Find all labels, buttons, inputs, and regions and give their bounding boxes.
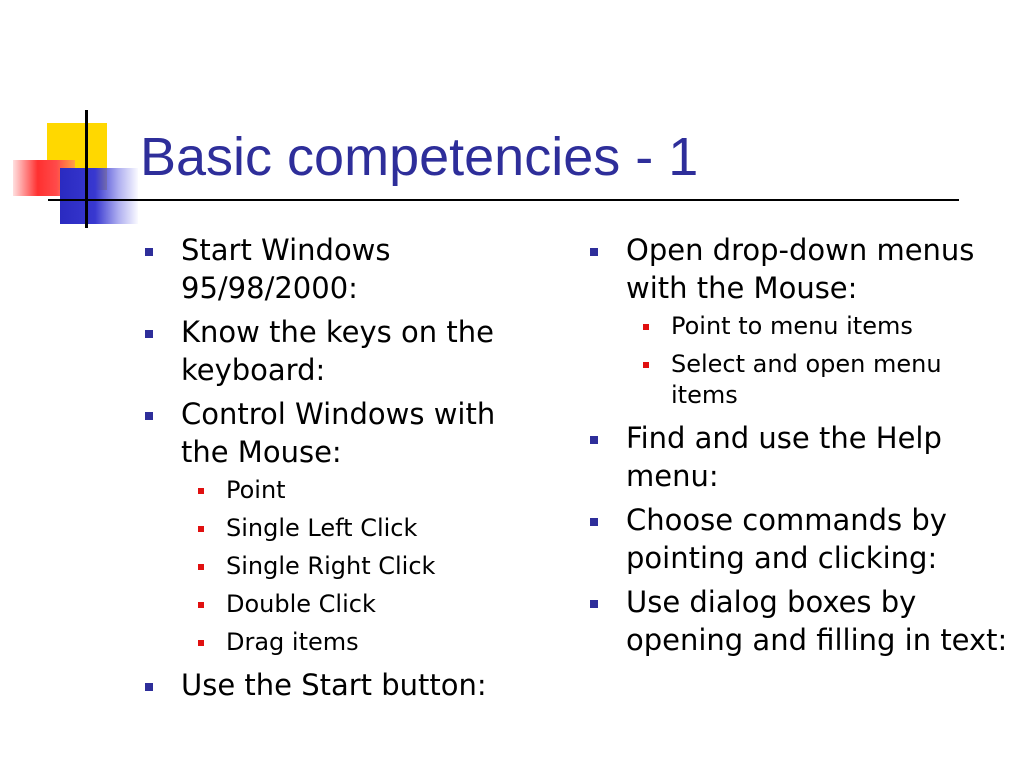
bullet-item bbox=[145, 395, 535, 658]
square-bullet-icon bbox=[145, 248, 153, 256]
sub-bullet-item bbox=[145, 475, 535, 506]
red-square-bullet-icon bbox=[643, 324, 649, 330]
bullet-text: Choose commands by pointing and clicking: bbox=[626, 503, 947, 575]
title-underline bbox=[48, 199, 959, 201]
bullet-text: Know the keys on the keyboard: bbox=[181, 315, 494, 387]
sub-bullet-text: Point bbox=[226, 476, 286, 504]
sub-bullet-text: Drag items bbox=[226, 628, 359, 656]
left-bullet-list bbox=[145, 231, 535, 710]
bullet-item bbox=[590, 501, 1010, 577]
bullet-item bbox=[145, 231, 535, 307]
bullet-text: Open drop-down menus with the Mouse: bbox=[626, 233, 975, 305]
sub-bullet-item bbox=[590, 311, 1010, 342]
bullet-item bbox=[145, 313, 535, 389]
bullet-text: Use the Start button: bbox=[181, 668, 487, 702]
bullet-text: Find and use the Help menu: bbox=[626, 421, 942, 493]
red-square-bullet-icon bbox=[198, 602, 204, 608]
sub-bullet-item bbox=[590, 349, 1010, 411]
square-bullet-icon bbox=[145, 330, 153, 338]
bullet-text: Use dialog boxes by opening and filling in text: bbox=[626, 585, 1008, 657]
decor-blue-square bbox=[60, 168, 138, 224]
bullet-item bbox=[590, 419, 1010, 495]
decor-vertical-line bbox=[85, 110, 88, 228]
sub-bullet-item bbox=[145, 589, 535, 620]
sub-bullet-text: Point to menu items bbox=[671, 312, 913, 340]
sub-bullet-item bbox=[145, 627, 535, 658]
bullet-text: Control Windows with the Mouse: bbox=[181, 397, 496, 469]
square-bullet-icon bbox=[590, 248, 598, 256]
slide-title: Basic competencies - 1 bbox=[140, 127, 699, 187]
sub-bullet-item bbox=[145, 513, 535, 544]
red-square-bullet-icon bbox=[198, 564, 204, 570]
sub-bullet-text: Select and open menu items bbox=[671, 350, 942, 409]
red-square-bullet-icon bbox=[198, 640, 204, 646]
bullet-text: Start Windows 95/98/2000: bbox=[181, 233, 391, 305]
square-bullet-icon bbox=[590, 600, 598, 608]
square-bullet-icon bbox=[145, 683, 153, 691]
red-square-bullet-icon bbox=[198, 488, 204, 494]
sub-bullet-text: Single Right Click bbox=[226, 552, 436, 580]
sub-bullet-text: Single Left Click bbox=[226, 514, 418, 542]
sub-bullet-text: Double Click bbox=[226, 590, 376, 618]
square-bullet-icon bbox=[590, 436, 598, 444]
sub-bullet-item bbox=[145, 551, 535, 582]
bullet-item bbox=[590, 583, 1010, 659]
sub-bullet-list bbox=[590, 311, 1010, 411]
bullet-item bbox=[145, 666, 535, 704]
sub-bullet-list bbox=[145, 475, 535, 658]
bullet-item bbox=[590, 231, 1010, 411]
square-bullet-icon bbox=[590, 518, 598, 526]
square-bullet-icon bbox=[145, 412, 153, 420]
red-square-bullet-icon bbox=[198, 526, 204, 532]
right-bullet-list bbox=[590, 231, 1010, 665]
red-square-bullet-icon bbox=[643, 362, 649, 368]
